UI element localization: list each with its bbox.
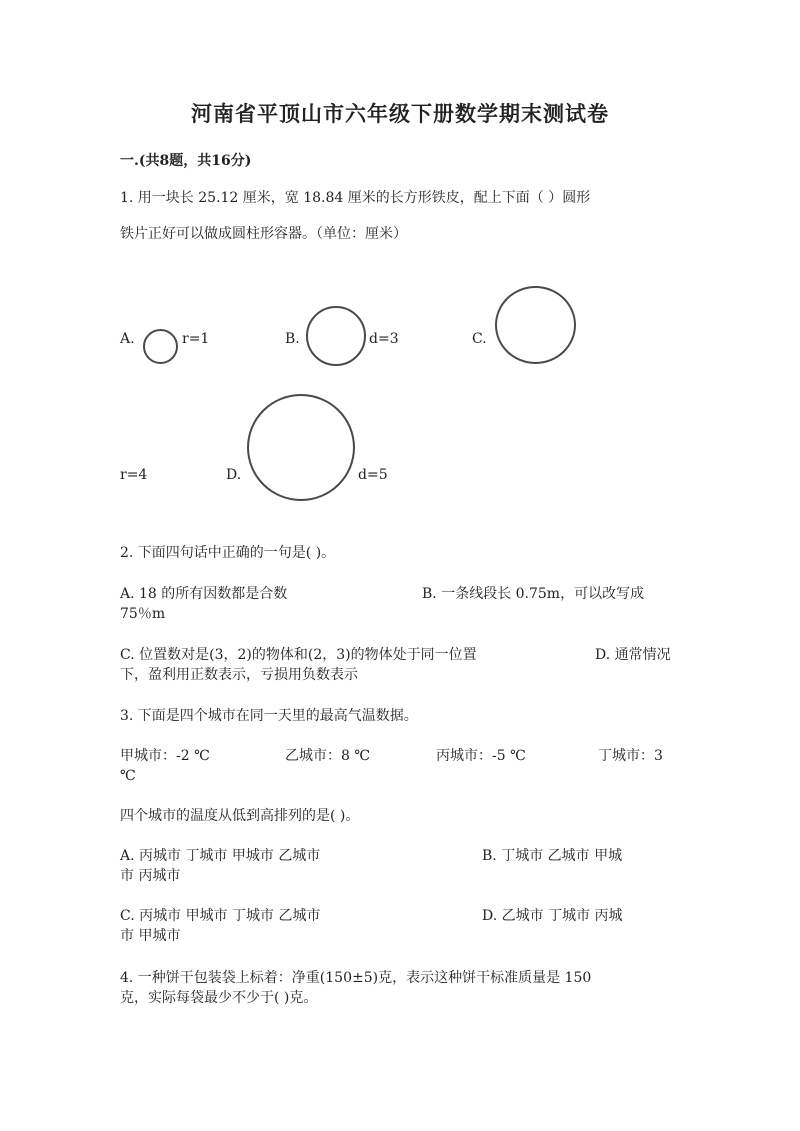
q3-question: 四个城市的温度从低到高排列的是( )。 bbox=[120, 808, 360, 824]
section-header: 一.(共8题，共16分) bbox=[120, 153, 252, 169]
q3-city-bing: 丙城市：-5 ℃ bbox=[436, 748, 526, 764]
q3-option-b-continued: 市 丙城市 bbox=[120, 868, 181, 884]
q2-option-b-continued: 75％m bbox=[120, 606, 166, 622]
q3-option-a: A. 丙城市 丁城市 甲城市 乙城市 bbox=[120, 848, 321, 864]
q3-option-c: C. 丙城市 甲城市 丁城市 乙城市 bbox=[120, 908, 321, 924]
q3-city-yi: 乙城市：8 ℃ bbox=[285, 748, 371, 764]
q3-city-ding: 丁城市：3 bbox=[598, 748, 663, 764]
q4-stem-line1: 4. 一种饼干包装袋上标着：净重(150±5)克，表示这种饼干标准质量是 150 bbox=[120, 970, 592, 986]
q3-stem: 3. 下面是四个城市在同一天里的最高气温数据。 bbox=[120, 708, 418, 724]
q1-option-d-letter: D. bbox=[226, 467, 242, 483]
q2-option-d: D. 通常情况 bbox=[595, 647, 671, 663]
q1-option-c-circle bbox=[495, 286, 576, 364]
q3-option-d-continued: 市 甲城市 bbox=[120, 928, 181, 944]
page-title: 河南省平顶山市六年级下册数学期末测试卷 bbox=[191, 101, 609, 126]
q2-option-d-continued: 下，盈利用正数表示，亏损用负数表示 bbox=[120, 667, 358, 683]
q1-stem-line1: 1. 用一块长 25.12 厘米，宽 18.84 厘米的长方形铁皮，配上下面（ ）圆形 bbox=[120, 190, 591, 206]
q1-option-a-letter: A. bbox=[120, 331, 135, 347]
q1-option-d-circle bbox=[247, 394, 355, 501]
q1-option-b-label: d=3 bbox=[369, 331, 399, 347]
q1-option-a-label: r=1 bbox=[182, 331, 210, 347]
q1-option-c-label: r=4 bbox=[120, 467, 148, 483]
q3-city-jia: 甲城市：-2 ℃ bbox=[120, 748, 210, 764]
q2-option-a: A. 18 的所有因数都是合数 bbox=[120, 586, 288, 602]
q3-city-ding-unit: ℃ bbox=[120, 768, 136, 784]
q2-option-c: C. 位置数对是(3，2)的物体和(2，3)的物体处于同一位置 bbox=[120, 647, 477, 663]
q4-stem-line2: 克，实际每袋最少不少于( )克。 bbox=[120, 990, 318, 1006]
q1-option-d-label: d=5 bbox=[358, 467, 388, 483]
q2-option-b: B. 一条线段长 0.75m，可以改写成 bbox=[422, 586, 645, 602]
q2-stem: 2. 下面四句话中正确的一句是( )。 bbox=[120, 545, 336, 561]
q1-option-b-circle bbox=[306, 306, 366, 366]
q3-option-b: B. 丁城市 乙城市 甲城 bbox=[482, 848, 623, 864]
q1-option-b-letter: B. bbox=[285, 331, 300, 347]
q3-option-d: D. 乙城市 丁城市 丙城 bbox=[482, 908, 623, 924]
q1-option-a-circle bbox=[143, 329, 178, 364]
q1-option-c-letter: C. bbox=[472, 331, 487, 347]
q1-stem-line2: 铁片正好可以做成圆柱形容器。（单位：厘米） bbox=[120, 226, 407, 242]
